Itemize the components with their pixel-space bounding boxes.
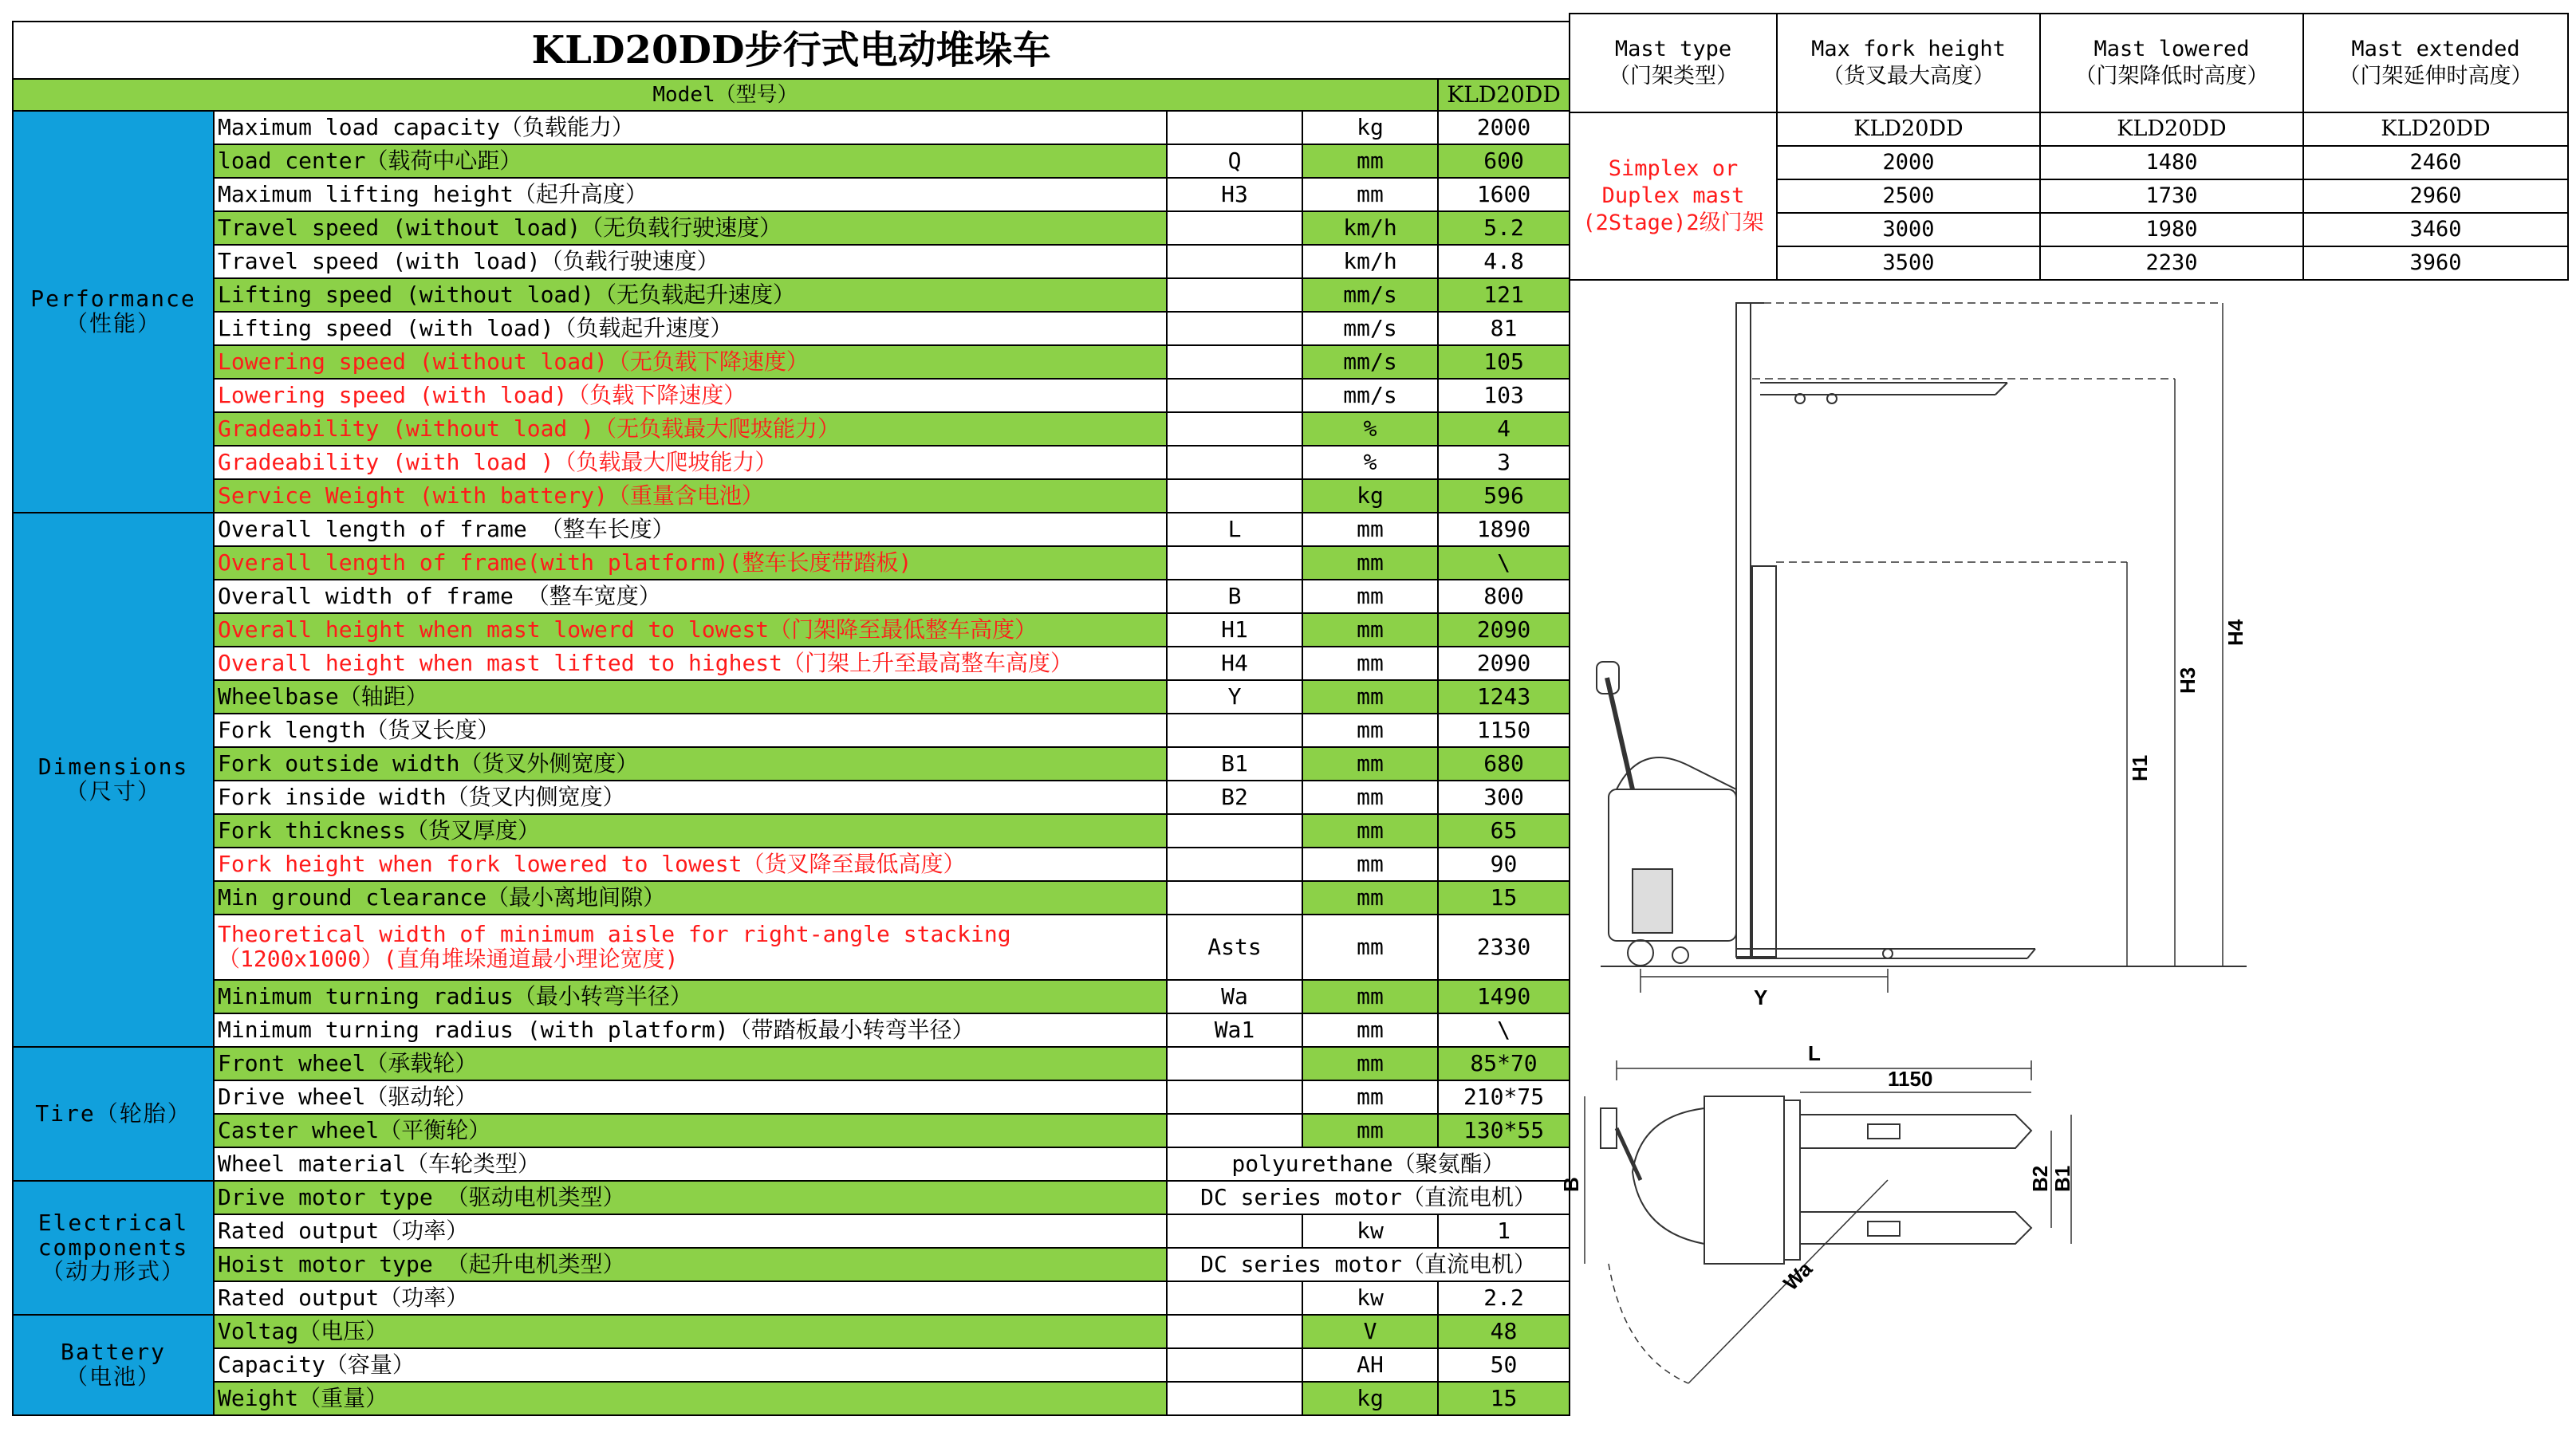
spec-value: 103 (1438, 379, 1570, 412)
spec-name: load center（载荷中心距） (214, 144, 1167, 178)
spec-name: Maximum lifting height（起升高度） (214, 178, 1167, 211)
spec-value: 1600 (1438, 178, 1570, 211)
dim-label-h1: H1 (2128, 754, 2152, 781)
mast-cell: 1730 (2040, 179, 2303, 213)
spec-unit: mm (1302, 144, 1438, 178)
spec-value: 85*70 (1438, 1047, 1570, 1080)
mast-header-text: Mast type （门架类型） (1609, 37, 1738, 89)
mast-cell: 2960 (2303, 179, 2568, 213)
spec-unit: kw (1302, 1214, 1438, 1248)
spec-unit: mm (1302, 1013, 1438, 1047)
dim-label-b1: B1 (2050, 1165, 2074, 1192)
spec-merged-value: DC series motor（直流电机） (1167, 1248, 1570, 1281)
spec-name: Overall height when mast lowerd to lowest（门架降至最低整车高度） (214, 613, 1167, 647)
spec-unit: mm (1302, 647, 1438, 680)
spec-unit: mm (1302, 546, 1438, 580)
spec-row (13, 379, 1570, 412)
spec-symbol (1167, 1047, 1302, 1080)
spec-value: 90 (1438, 848, 1570, 881)
spec-unit: mm/s (1302, 312, 1438, 345)
spec-name: Wheel material（车轮类型） (214, 1147, 1167, 1181)
spec-symbol: B2 (1167, 781, 1302, 814)
spec-name: Gradeability (without load )（无负载最大爬坡能力） (214, 412, 1167, 446)
spec-row (13, 111, 1570, 144)
spec-table (12, 21, 1570, 1416)
spec-name: Overall width of frame （整车宽度） (214, 580, 1167, 613)
spec-value: 50 (1438, 1348, 1570, 1382)
spec-value: 3 (1438, 446, 1570, 479)
spec-unit: kw (1302, 1281, 1438, 1315)
spec-row (13, 781, 1570, 814)
spec-row (13, 1080, 1570, 1114)
dim-label-y: Y (1754, 985, 1768, 1009)
spec-name: Overall length of frame(with platform)(整车长度带踏板) (214, 546, 1167, 580)
spec-row (13, 848, 1570, 881)
spec-value: 300 (1438, 781, 1570, 814)
spec-value: 130*55 (1438, 1114, 1570, 1147)
spec-row (13, 1348, 1570, 1382)
spec-row (13, 580, 1570, 613)
spec-value: 1243 (1438, 680, 1570, 714)
spec-unit: mm/s (1302, 379, 1438, 412)
spec-name: Wheelbase（轴距） (214, 680, 1167, 714)
technical-drawings (1559, 295, 2574, 1427)
spec-unit: mm (1302, 613, 1438, 647)
group-label: Electrical components （动力形式） (13, 1181, 214, 1315)
spec-value: 15 (1438, 1382, 1570, 1415)
spec-symbol (1167, 278, 1302, 312)
spec-unit: AH (1302, 1348, 1438, 1382)
mast-cell: 3960 (2303, 246, 2568, 280)
mast-header-extended (2303, 14, 2568, 112)
spec-value: 2090 (1438, 647, 1570, 680)
spec-symbol (1167, 814, 1302, 848)
dim-label-h3: H3 (2176, 667, 2200, 694)
spec-row (13, 446, 1570, 479)
spec-value: 105 (1438, 345, 1570, 379)
spec-unit: mm (1302, 178, 1438, 211)
spec-row (13, 211, 1570, 245)
mast-type-cell (1570, 112, 1777, 280)
group-label: Battery （电池） (13, 1315, 214, 1415)
spec-unit: mm (1302, 781, 1438, 814)
side-view-labels (1754, 619, 2247, 1009)
spec-symbol (1167, 1114, 1302, 1147)
page-title: KLD20DD步行式电动堆垛车 (13, 22, 1570, 79)
spec-value: 1890 (1438, 513, 1570, 546)
spec-symbol (1167, 546, 1302, 580)
spec-name: Caster wheel（平衡轮） (214, 1114, 1167, 1147)
model-value: KLD20DD (1438, 79, 1570, 111)
mast-model: KLD20DD (1777, 112, 2040, 146)
spec-name: Theoretical width of minimum aisle for right-angle stacking （1200x1000）(直角堆垛通道最小理论宽度) (214, 915, 1167, 980)
spec-symbol (1167, 1080, 1302, 1114)
spec-symbol: Wa (1167, 980, 1302, 1013)
spec-value: \ (1438, 546, 1570, 580)
spec-value: 210*75 (1438, 1080, 1570, 1114)
spec-value: 2090 (1438, 613, 1570, 647)
spec-unit: mm (1302, 680, 1438, 714)
spec-symbol (1167, 446, 1302, 479)
spec-unit: km/h (1302, 211, 1438, 245)
spec-symbol (1167, 1214, 1302, 1248)
spec-row (13, 1181, 1570, 1214)
spec-row (13, 1147, 1570, 1181)
spec-row (13, 144, 1570, 178)
spec-row (13, 1382, 1570, 1415)
spec-value: 2000 (1438, 111, 1570, 144)
spec-row (13, 915, 1570, 980)
spec-name: Capacity（容量） (214, 1348, 1167, 1382)
spec-symbol (1167, 1315, 1302, 1348)
spec-symbol (1167, 714, 1302, 747)
spec-row (13, 647, 1570, 680)
spec-name: Travel speed (without load)（无负载行驶速度） (214, 211, 1167, 245)
spec-row (13, 479, 1570, 513)
spec-symbol (1167, 345, 1302, 379)
spec-unit: mm (1302, 1114, 1438, 1147)
spec-symbol: B (1167, 580, 1302, 613)
spec-symbol (1167, 1281, 1302, 1315)
dim-label-l: L (1808, 1041, 1821, 1065)
spec-unit: mm (1302, 915, 1438, 980)
spec-name: Fork height when fork lowered to lowest（货叉降至最低高度） (214, 848, 1167, 881)
spec-row (13, 881, 1570, 915)
spec-unit: mm (1302, 747, 1438, 781)
spec-value: 1 (1438, 1214, 1570, 1248)
spec-row (13, 714, 1570, 747)
spec-name: Drive wheel（驱动轮） (214, 1080, 1167, 1114)
spec-name: Fork outside width（货叉外侧宽度） (214, 747, 1167, 781)
spec-symbol (1167, 1348, 1302, 1382)
spec-value: 4 (1438, 412, 1570, 446)
spec-value: 596 (1438, 479, 1570, 513)
spec-row (13, 613, 1570, 647)
spec-unit: mm (1302, 1080, 1438, 1114)
spec-unit: km/h (1302, 245, 1438, 278)
dim-label-wa: Wa (1778, 1257, 1818, 1296)
spec-symbol (1167, 479, 1302, 513)
spec-symbol (1167, 379, 1302, 412)
spec-value: 1490 (1438, 980, 1570, 1013)
spec-unit: mm (1302, 848, 1438, 881)
spec-row (13, 680, 1570, 714)
spec-row (13, 1248, 1570, 1281)
mast-type-text: Simplex or Duplex mast (2Stage)2级门架 (1582, 156, 1764, 235)
group-label: Tire（轮胎） (13, 1047, 214, 1181)
stacker-drawing (1559, 295, 2574, 1427)
spec-symbol (1167, 412, 1302, 446)
mast-header-type (1570, 14, 1777, 112)
mast-header-lowered (2040, 14, 2303, 112)
spec-row (13, 1281, 1570, 1315)
spec-row (13, 980, 1570, 1013)
spec-name: Minimum turning radius (with platform)（带踏板最小转弯半径） (214, 1013, 1167, 1047)
spec-symbol: H4 (1167, 647, 1302, 680)
spec-value: 121 (1438, 278, 1570, 312)
spec-row (13, 1315, 1570, 1348)
spec-value: 800 (1438, 580, 1570, 613)
spec-symbol (1167, 848, 1302, 881)
spec-row (13, 814, 1570, 848)
spec-name: Minimum turning radius（最小转弯半径） (214, 980, 1167, 1013)
spec-row (13, 1047, 1570, 1080)
spec-value: 65 (1438, 814, 1570, 848)
spec-row (13, 345, 1570, 379)
spec-symbol: Y (1167, 680, 1302, 714)
spec-name: Service Weight (with battery)（重量含电池） (214, 479, 1167, 513)
mast-cell: 2230 (2040, 246, 2303, 280)
spec-value: 600 (1438, 144, 1570, 178)
spec-value: 81 (1438, 312, 1570, 345)
mast-cell: 2500 (1777, 179, 2040, 213)
spec-symbol: B1 (1167, 747, 1302, 781)
spec-name: Lowering speed (without load)（无负载下降速度） (214, 345, 1167, 379)
spec-name: Lowering speed (with load)（负载下降速度） (214, 379, 1167, 412)
spec-value: 2.2 (1438, 1281, 1570, 1315)
spec-name: Weight（重量） (214, 1382, 1167, 1415)
spec-symbol: Q (1167, 144, 1302, 178)
spec-value: 680 (1438, 747, 1570, 781)
mast-cell: 3000 (1777, 213, 2040, 246)
top-view-drawing (1585, 1060, 2071, 1383)
spec-merged-value: DC series motor（直流电机） (1167, 1181, 1570, 1214)
spec-unit: mm/s (1302, 345, 1438, 379)
spec-unit: mm (1302, 1047, 1438, 1080)
dim-label-h4: H4 (2223, 619, 2247, 646)
spec-row (13, 747, 1570, 781)
spec-symbol: H1 (1167, 613, 1302, 647)
mast-model: KLD20DD (2303, 112, 2568, 146)
spec-name: Fork length（货叉长度） (214, 714, 1167, 747)
spec-value: 2330 (1438, 915, 1570, 980)
spec-name: Maximum load capacity（负载能力） (214, 111, 1167, 144)
mast-table (1569, 13, 2569, 281)
model-label: Model（型号） (13, 79, 1438, 111)
spec-name: Lifting speed (with load)（负载起升速度） (214, 312, 1167, 345)
spec-unit: kg (1302, 1382, 1438, 1415)
spec-value: \ (1438, 1013, 1570, 1047)
dim-label-b: B (1559, 1177, 1583, 1192)
mast-model: KLD20DD (2040, 112, 2303, 146)
spec-unit: mm/s (1302, 278, 1438, 312)
spec-unit: mm (1302, 814, 1438, 848)
dim-label-b2: B2 (2028, 1165, 2052, 1192)
spec-name: Min ground clearance（最小离地间隙） (214, 881, 1167, 915)
spec-merged-value: polyurethane（聚氨酯） (1167, 1147, 1570, 1181)
spec-value: 15 (1438, 881, 1570, 915)
dim-label-1150: 1150 (1888, 1067, 1933, 1091)
mast-header-max-fork (1777, 14, 2040, 112)
spec-name: Fork inside width（货叉内侧宽度） (214, 781, 1167, 814)
spec-symbol (1167, 245, 1302, 278)
spec-name: Fork thickness（货叉厚度） (214, 814, 1167, 848)
spec-row (13, 1013, 1570, 1047)
mast-cell: 2460 (2303, 146, 2568, 179)
spec-unit: kg (1302, 111, 1438, 144)
mast-header-text: Mast lowered （门架降低时高度） (2074, 37, 2269, 89)
spec-row (13, 312, 1570, 345)
spec-unit: mm (1302, 580, 1438, 613)
mast-header-text: Mast extended （门架延伸时高度） (2338, 37, 2533, 89)
mast-cell: 1480 (2040, 146, 2303, 179)
spec-value: 48 (1438, 1315, 1570, 1348)
spec-name: Overall height when mast lifted to highest（门架上升至最高整车高度） (214, 647, 1167, 680)
spec-name: Rated output（功率） (214, 1281, 1167, 1315)
spec-name: Gradeability (with load )（负载最大爬坡能力） (214, 446, 1167, 479)
spec-symbol (1167, 1382, 1302, 1415)
spec-unit: % (1302, 412, 1438, 446)
spec-symbol: H3 (1167, 178, 1302, 211)
spec-symbol (1167, 211, 1302, 245)
spec-value: 1150 (1438, 714, 1570, 747)
spec-name: Lifting speed (without load)（无负载起升速度） (214, 278, 1167, 312)
group-label: Performance （性能） (13, 111, 214, 513)
mast-header-text: Max fork height （货叉最大高度） (1811, 37, 2006, 89)
spec-row (13, 412, 1570, 446)
spec-name: Drive motor type （驱动电机类型） (214, 1181, 1167, 1214)
spec-unit: mm (1302, 714, 1438, 747)
spec-unit: mm (1302, 881, 1438, 915)
spec-name: Front wheel（承载轮） (214, 1047, 1167, 1080)
spec-row (13, 1114, 1570, 1147)
mast-cell: 2000 (1777, 146, 2040, 179)
spec-unit: % (1302, 446, 1438, 479)
spec-value: 4.8 (1438, 245, 1570, 278)
spec-name: Overall length of frame （整车长度） (214, 513, 1167, 546)
spec-row (13, 1214, 1570, 1248)
spec-name: Travel speed (with load)（负载行驶速度） (214, 245, 1167, 278)
spec-row (13, 178, 1570, 211)
spec-row (13, 513, 1570, 546)
spec-symbol: Wa1 (1167, 1013, 1302, 1047)
spec-row (13, 546, 1570, 580)
side-view-drawing (1597, 303, 2247, 993)
spec-name: Voltag（电压） (214, 1315, 1167, 1348)
spec-symbol (1167, 312, 1302, 345)
spec-symbol (1167, 111, 1302, 144)
spec-unit: kg (1302, 479, 1438, 513)
mast-cell: 3460 (2303, 213, 2568, 246)
spec-unit: mm (1302, 513, 1438, 546)
group-label: Dimensions （尺寸） (13, 513, 214, 1047)
spec-unit: V (1302, 1315, 1438, 1348)
spec-value: 5.2 (1438, 211, 1570, 245)
mast-cell: 1980 (2040, 213, 2303, 246)
spec-name: Hoist motor type （起升电机类型） (214, 1248, 1167, 1281)
spec-unit: mm (1302, 980, 1438, 1013)
mast-cell: 3500 (1777, 246, 2040, 280)
spec-row (13, 278, 1570, 312)
spec-symbol: L (1167, 513, 1302, 546)
spec-row (13, 245, 1570, 278)
spec-name: Rated output（功率） (214, 1214, 1167, 1248)
spec-symbol: Asts (1167, 915, 1302, 980)
spec-symbol (1167, 881, 1302, 915)
